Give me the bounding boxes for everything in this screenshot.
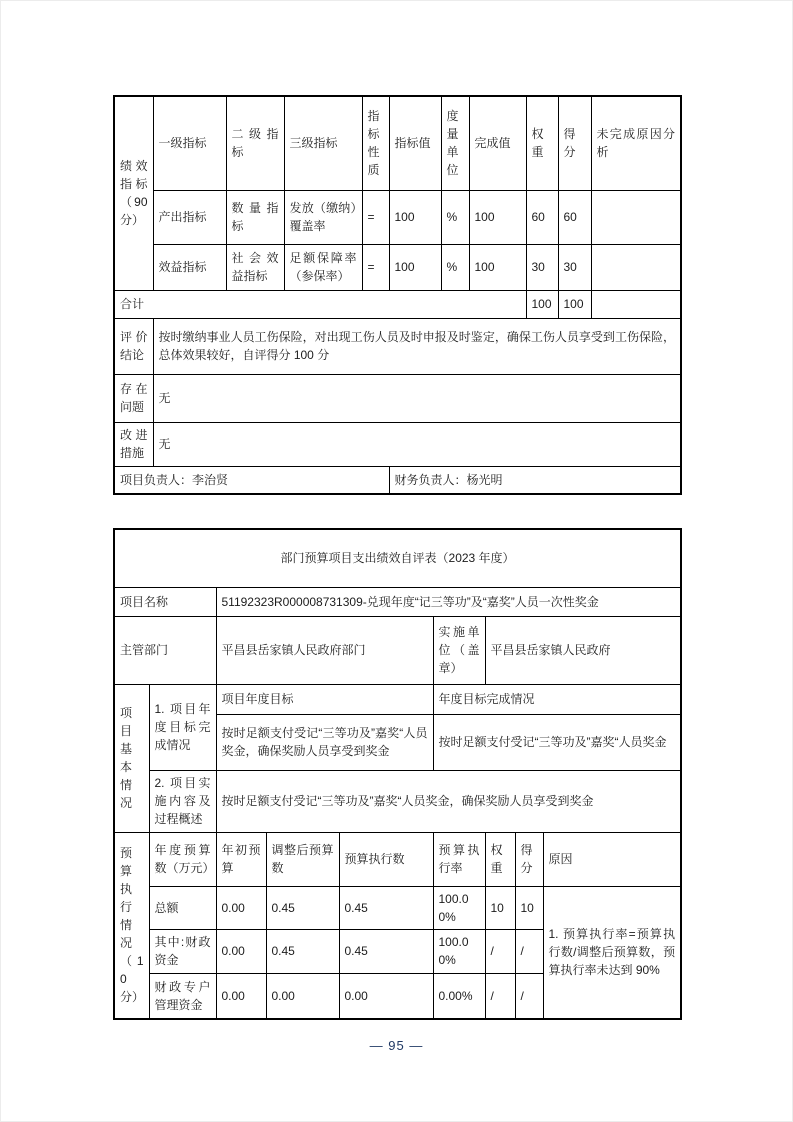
implementation-label: 2. 项目实施内容及过程概述 xyxy=(149,770,216,832)
cell: 足额保障率（参保率） xyxy=(284,244,362,290)
budget-reason-text: 1. 预算执行率=预算执行数/调整后预算数，预算执行率未达到 90% xyxy=(543,886,681,1019)
cell: 产出指标 xyxy=(153,190,226,244)
dept-value: 平昌县岳家镇人民政府部门 xyxy=(216,616,433,684)
conclusion-label: 评价结论 xyxy=(114,318,153,374)
performance-indicator-table xyxy=(113,95,682,495)
header-indicator-nature: 指标性质 xyxy=(362,96,389,190)
header-score: 得分 xyxy=(558,96,591,190)
header-uncompleted-reason: 未完成原因分析 xyxy=(591,96,681,190)
problems-label: 存在问题 xyxy=(114,374,153,422)
table-row xyxy=(114,190,681,244)
cell: 0.00 xyxy=(266,973,339,1019)
cell: / xyxy=(515,973,543,1019)
header-adjusted-budget: 调整后预算数 xyxy=(266,832,339,886)
improvements-text: 无 xyxy=(153,422,681,466)
total-reason xyxy=(591,290,681,318)
project-manager: 项目负责人：李治贤 xyxy=(114,466,389,494)
project-name-label: 项目名称 xyxy=(114,587,216,616)
cell: 10 xyxy=(485,886,515,929)
table-row xyxy=(114,587,681,616)
cell: 100.00% xyxy=(433,886,485,929)
basic-info-label: 项目基本情况 xyxy=(114,684,149,832)
cell: 总额 xyxy=(149,886,216,929)
improvements-label: 改进措施 xyxy=(114,422,153,466)
cell: 0.00 xyxy=(216,929,266,973)
cell: % xyxy=(441,244,469,290)
table-row xyxy=(114,616,681,684)
cell: 100 xyxy=(469,190,526,244)
cell: 60 xyxy=(526,190,558,244)
cell: 100 xyxy=(389,244,441,290)
table-row xyxy=(114,244,681,290)
goal-completion-header: 年度目标完成情况 xyxy=(433,684,681,714)
header-level1-indicator: 一级指标 xyxy=(153,96,226,190)
cell: / xyxy=(485,973,515,1019)
table-row xyxy=(114,529,681,587)
cell: 数量指标 xyxy=(226,190,284,244)
header-annual-budget: 年度预算数（万元） xyxy=(149,832,216,886)
table-row xyxy=(114,290,681,318)
annual-goal-header: 项目年度目标 xyxy=(216,684,433,714)
cell xyxy=(591,244,681,290)
cell: 0.45 xyxy=(266,929,339,973)
cell: = xyxy=(362,244,389,290)
cell: 0.00% xyxy=(433,973,485,1019)
problems-text: 无 xyxy=(153,374,681,422)
cell: 0.00 xyxy=(216,973,266,1019)
dept-label: 主管部门 xyxy=(114,616,216,684)
page-number: — 95 — xyxy=(369,1038,424,1053)
header-measure-unit: 度量单位 xyxy=(441,96,469,190)
project-name-value: 51192323R000008731309-兑现年度“记三等功”及“嘉奖”人员一次性奖金 xyxy=(216,587,681,616)
total-score: 100 xyxy=(558,290,591,318)
cell: 0.00 xyxy=(339,973,433,1019)
header-indicator-value: 指标值 xyxy=(389,96,441,190)
goal-completion-text: 按时足额支付受记“三等功及”嘉奖“人员奖金 xyxy=(433,714,681,770)
header-completion-value: 完成值 xyxy=(469,96,526,190)
cell: 10 xyxy=(515,886,543,929)
cell: 100 xyxy=(469,244,526,290)
table-row xyxy=(114,96,681,190)
cell: % xyxy=(441,190,469,244)
cell: = xyxy=(362,190,389,244)
header-level3-indicator: 三级指标 xyxy=(284,96,362,190)
header-weight: 权重 xyxy=(485,832,515,886)
cell: 财政专户管理资金 xyxy=(149,973,216,1019)
cell: 0.45 xyxy=(339,929,433,973)
cell: 0.45 xyxy=(266,886,339,929)
cell: 0.45 xyxy=(339,886,433,929)
table-row xyxy=(114,886,681,929)
cell: / xyxy=(515,929,543,973)
cell: 100.00% xyxy=(433,929,485,973)
table-row xyxy=(114,832,681,886)
header-level2-indicator: 二级指标 xyxy=(226,96,284,190)
header-initial-budget: 年初预算 xyxy=(216,832,266,886)
cell: 其中:财政资金 xyxy=(149,929,216,973)
table-row xyxy=(114,318,681,374)
budget-self-evaluation-table xyxy=(113,528,682,1020)
cell: 效益指标 xyxy=(153,244,226,290)
finance-manager: 财务负责人：杨光明 xyxy=(389,466,681,494)
total-label: 合计 xyxy=(114,290,526,318)
cell xyxy=(591,190,681,244)
impl-unit-value: 平昌县岳家镇人民政府 xyxy=(485,616,681,684)
budget-execution-label: 预算执行情况（10分） xyxy=(114,832,149,1019)
cell: 社会效益指标 xyxy=(226,244,284,290)
header-score: 得分 xyxy=(515,832,543,886)
total-weight: 100 xyxy=(526,290,558,318)
cell: 30 xyxy=(558,244,591,290)
cell: 发放（缴纳）覆盖率 xyxy=(284,190,362,244)
cell: 60 xyxy=(558,190,591,244)
header-execution-rate: 预算执行率 xyxy=(433,832,485,886)
cell: / xyxy=(485,929,515,973)
page-content xyxy=(113,95,680,1020)
table-row xyxy=(114,466,681,494)
performance-group-label: 绩效指标（90分） xyxy=(114,96,153,290)
header-reason: 原因 xyxy=(543,832,681,886)
header-budget-executed: 预算执行数 xyxy=(339,832,433,886)
cell: 30 xyxy=(526,244,558,290)
impl-unit-label: 实施单位（盖章） xyxy=(433,616,485,684)
annual-goal-label: 1. 项目年度目标完成情况 xyxy=(149,684,216,770)
annual-goal-text: 按时足额支付受记“三等功及”嘉奖“人员奖金，确保奖励人员享受到奖金 xyxy=(216,714,433,770)
table-row xyxy=(114,770,681,832)
table-row xyxy=(114,684,681,714)
implementation-text: 按时足额支付受记“三等功及”嘉奖“人员奖金，确保奖励人员享受到奖金 xyxy=(216,770,681,832)
conclusion-text: 按时缴纳事业人员工伤保险，对出现工伤人员及时申报及时鉴定，确保工伤人员享受到工伤保险，总体效果较好，自评得分 100 分 xyxy=(153,318,681,374)
cell: 0.00 xyxy=(216,886,266,929)
table-title: 部门预算项目支出绩效自评表（2023 年度） xyxy=(114,529,681,587)
header-weight: 权重 xyxy=(526,96,558,190)
cell: 100 xyxy=(389,190,441,244)
table-row xyxy=(114,374,681,422)
table-row xyxy=(114,422,681,466)
